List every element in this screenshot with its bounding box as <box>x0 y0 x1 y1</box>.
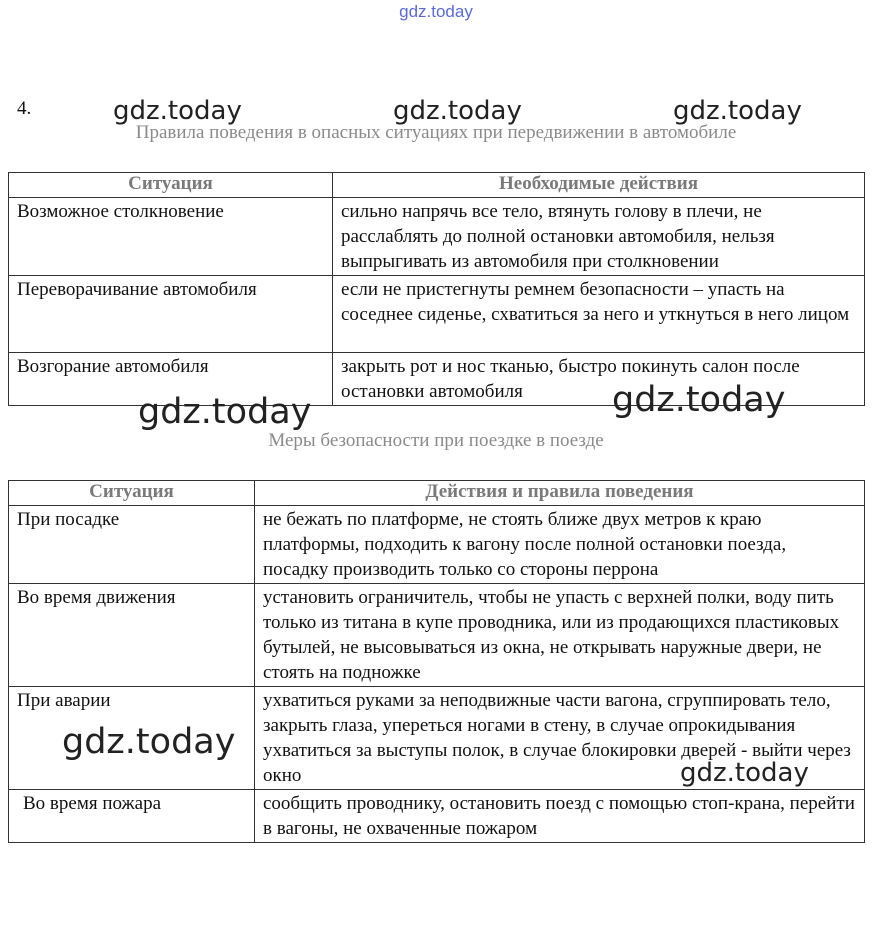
table-row <box>9 687 865 790</box>
train-safety-table <box>8 480 865 843</box>
table-row <box>9 790 865 843</box>
table-row <box>9 353 865 406</box>
top-watermark: gdz.today <box>399 2 473 21</box>
action-cell: установить ограничитель, чтобы не упасть с верхней полки, воду пить только из титана в купе проводника, или из продающихся пластиковых бутылей, не высовываться из окна, не открывать наружные двери, не стоять на подножке <box>255 584 865 687</box>
action-cell: сильно напрячь все тело, втянуть голову в плечи, не расслаблять до полной остановки автомобиля, нельзя выпрыгивать из автомобиля при столкновении <box>333 198 865 276</box>
situation-cell: Возможное столкновение <box>9 198 333 276</box>
column-header-situation: Ситуация <box>9 481 255 506</box>
car-safety-table <box>8 172 865 406</box>
watermark: gdz.today <box>673 96 802 126</box>
situation-cell: При посадке <box>9 506 255 584</box>
task-number: 4. <box>17 98 32 119</box>
table1-caption: Правила поведения в опасных ситуациях при передвижении в автомобиле <box>135 122 737 143</box>
watermark: gdz.today <box>113 96 242 126</box>
table-row <box>9 276 865 353</box>
situation-cell: Во время пожара <box>9 790 255 843</box>
table-header-row <box>9 481 865 506</box>
watermark: gdz.today <box>138 392 312 432</box>
situation-cell: Возгорание автомобиля <box>9 353 333 406</box>
watermark: gdz.today <box>680 758 809 788</box>
column-header-actions: Действия и правила поведения <box>255 481 865 506</box>
action-cell: ухватиться руками за неподвижные части вагона, сгруппировать тело, закрыть глаза, упереться ногами в стену, в случае опрокидывания ухватиться за выступы полок, в случае блокировки дверей - выйти через окно <box>255 687 865 790</box>
watermark: gdz.today <box>612 380 786 420</box>
action-cell: закрыть рот и нос тканью, быстро покинуть салон после остановки автомобиля <box>333 353 865 406</box>
table-header-row <box>9 173 865 198</box>
column-header-situation: Ситуация <box>9 173 333 198</box>
watermark: gdz.today <box>62 722 236 762</box>
action-cell: если не пристегнуты ремнем безопасности – упасть на соседнее сиденье, схватиться за него и уткнуться в него лицом <box>333 276 865 353</box>
table2-caption: Меры безопасности при поездке в поезде <box>268 430 604 451</box>
situation-cell: Во время движения <box>9 584 255 687</box>
situation-cell: При аварии <box>9 687 255 790</box>
column-header-actions: Необходимые действия <box>333 173 865 198</box>
watermark: gdz.today <box>393 96 522 126</box>
table-row <box>9 198 865 276</box>
action-cell: не бежать по платформе, не стоять ближе двух метров к краю платформы, подходить к вагону после полной остановки поезда, посадку производить только со стороны перрона <box>255 506 865 584</box>
action-cell: сообщить проводнику, остановить поезд с помощью стоп-крана, перейти в вагоны, не охваченные пожаром <box>255 790 865 843</box>
table-row <box>9 506 865 584</box>
situation-cell: Переворачивание автомобиля <box>9 276 333 353</box>
table-row <box>9 584 865 687</box>
